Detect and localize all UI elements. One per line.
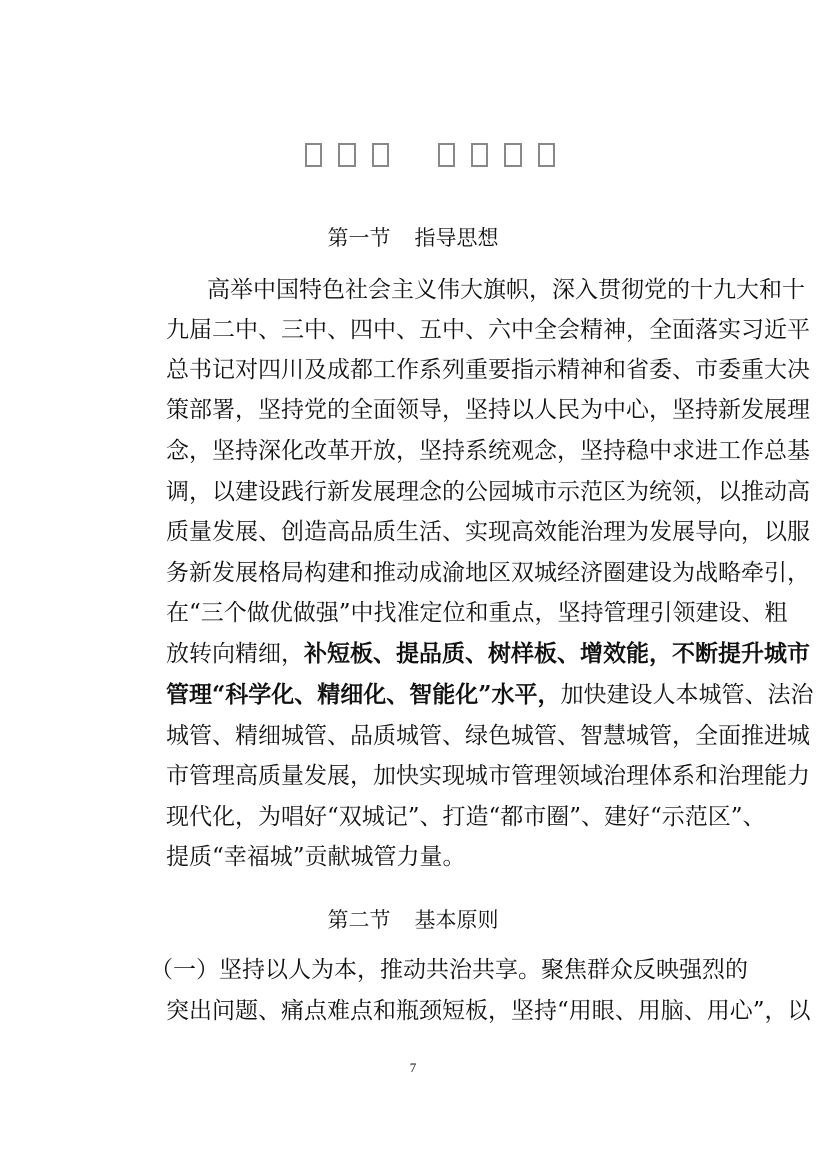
page-number: 7 (409, 1060, 417, 1075)
missing-glyph-box (305, 143, 322, 167)
section-heading-1 (0, 223, 826, 253)
text-line: 调，以建设践行新发展理念的公园城市示范区为统领，以推动高 (166, 479, 810, 505)
text-line: （一）坚持以人为本，推动共治共享。聚焦群众反映强烈的 (150, 957, 748, 983)
text-line: 总书记对四川及成都工作系列重要指示精神和省委、市委重大决 (166, 357, 810, 383)
section-heading-2 (0, 905, 826, 935)
text-line: 务新发展格局构建和推动成渝地区双城经济圈建设为战略牵引， (166, 560, 810, 586)
text-line: 策部署，坚持党的全面领导，坚持以人民为中心，坚持新发展理 (166, 397, 810, 423)
text-line: 提质“幸福城”贡献城管力量。 (166, 844, 466, 870)
text-line (166, 639, 810, 669)
text-line: 市管理高质量发展，加快实现城市管理领域治理体系和治理能力 (166, 763, 810, 789)
text-line: 突出问题、痛点难点和瓶颈短板，坚持“用眼、用脑、用心”，以 (166, 998, 811, 1024)
missing-glyph-box (538, 143, 555, 167)
section-title: 指导思想 (414, 226, 499, 250)
section-title: 基本原则 (414, 908, 499, 932)
section-label: 第二节 (327, 908, 391, 932)
bold-text-segment: 管理“科学化、精细化、智能化”水平， (166, 681, 561, 708)
chapter-title-missing-glyphs (300, 143, 560, 173)
text-segment: 加快建设人本城管、法治 (560, 682, 814, 708)
text-line: 念，坚持深化改革开放，坚持系统观念，坚持稳中求进工作总基 (166, 438, 810, 464)
text-line (166, 680, 814, 710)
missing-glyph-box (471, 143, 488, 167)
missing-glyph-box (438, 143, 455, 167)
text-segment: 放转向精细， (166, 641, 304, 667)
missing-glyph-box (504, 143, 521, 167)
text-line: 质量发展、创造高品质生活、实现高效能治理为发展导向，以服 (166, 519, 810, 545)
text-line: 现代化，为唱好“双城记”、打造“都市圈”、建好“示范区”、 (166, 804, 766, 830)
bold-text-segment: 补短板、提品质、树样板、增效能，不断提升城市 (304, 640, 810, 667)
text-line: 九届二中、三中、四中、五中、六中全会精神，全面落实习近平 (166, 317, 810, 343)
text-line: 高举中国特色社会主义伟大旗帜，深入贯彻党的十九大和十 (207, 277, 805, 303)
missing-glyph-box (338, 143, 355, 167)
text-line: 在“三个做优做强”中找准定位和重点，坚持管理引领建设、粗 (166, 600, 788, 626)
missing-glyph-box (372, 143, 389, 167)
text-line: 城管、精细城管、品质城管、绿色城管、智慧城管，全面推进城 (166, 723, 810, 749)
section-label: 第一节 (327, 226, 391, 250)
